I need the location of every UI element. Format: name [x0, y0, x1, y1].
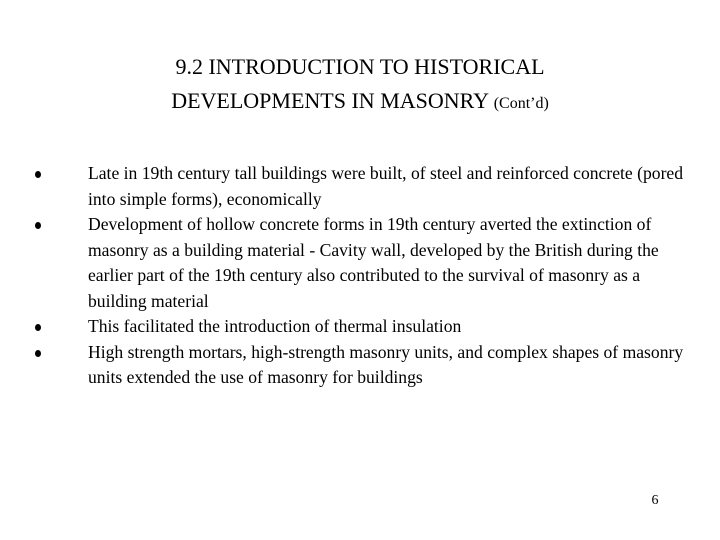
bullet-item [34, 161, 684, 212]
bullet-text: High strength mortars, high-strength masonry units, and complex shapes of masonry units extended the use of masonry for buildings [88, 341, 684, 387]
title-line-2-text: DEVELOPMENTS IN MASONRY [171, 88, 489, 113]
bullet-dot-icon [35, 350, 41, 357]
bullet-text: Development of hollow concrete forms in 19th century averted the extinction of masonry as a building material - Cavity wall, developed by the British during the earlier part of the 19th century also contributed to the survival of masonry as a building material [88, 214, 659, 311]
page-number: 6 [651, 493, 659, 508]
title-line-2 [0, 84, 720, 121]
bullet-dot-icon [35, 222, 41, 229]
bullet-text: This facilitated the introduction of thermal insulation [88, 316, 462, 336]
title-line-1: 9.2 INTRODUCTION TO HISTORICAL [175, 54, 545, 79]
bullet-item [34, 212, 684, 314]
bullet-dot-icon [35, 324, 41, 331]
bullet-text: Late in 19th century tall buildings were built, of steel and reinforced concrete (pored into simple forms), economically [88, 163, 684, 209]
title-suffix: (Cont’d) [493, 95, 549, 112]
bullet-dot-icon [35, 171, 41, 178]
bullet-item [34, 314, 684, 340]
bullet-item [34, 340, 684, 391]
slide-title [0, 50, 720, 121]
bullet-list [34, 161, 684, 391]
